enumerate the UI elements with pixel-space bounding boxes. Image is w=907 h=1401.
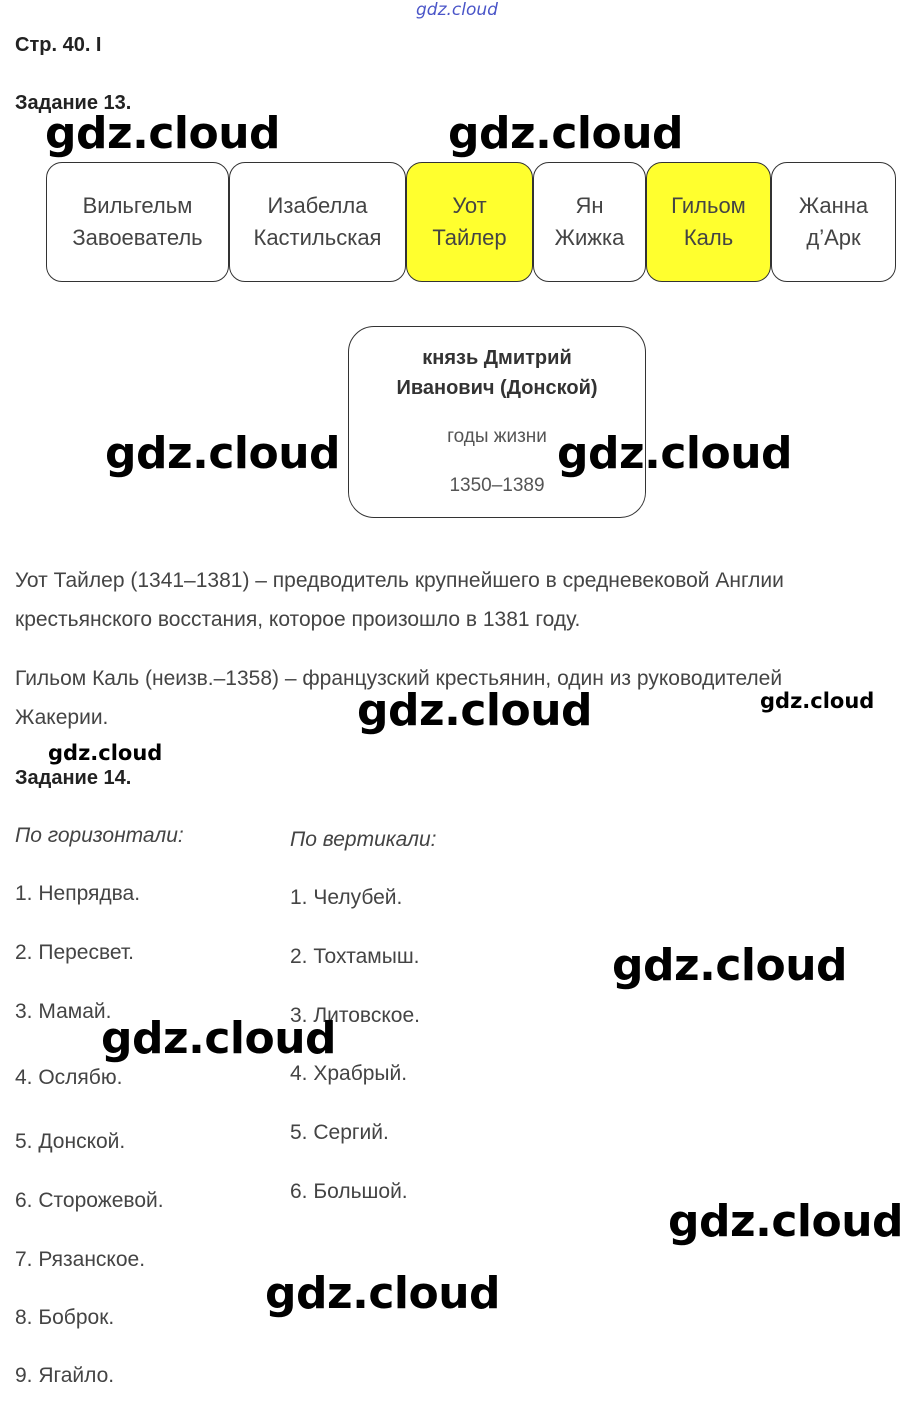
person-name-line2: Кастильская (253, 225, 382, 250)
watermark: gdz.cloud (760, 689, 875, 713)
person-name-line1: Гильом (671, 193, 746, 218)
person-name-line1: Уот (452, 193, 487, 218)
person-name-line2: Завоеватель (72, 225, 203, 250)
vertical-answer: 6. Большой. (290, 1180, 408, 1203)
watermark: gdz.cloud (48, 741, 163, 765)
task13-title: Задание 13. (15, 92, 132, 114)
horizontal-heading: По горизонтали: (15, 824, 184, 847)
horizontal-answer: 5. Донской. (15, 1130, 126, 1153)
vertical-answer: 1. Челубей. (290, 886, 403, 909)
watermark-top: gdz.cloud (416, 0, 498, 20)
watermark: gdz.cloud (101, 1013, 337, 1064)
horizontal-answer: 7. Рязанское. (15, 1248, 146, 1271)
horizontal-answer: 3. Мамай. (15, 1000, 112, 1023)
person-name-line2: д’Арк (806, 225, 861, 250)
person-name-line1: Ян (575, 193, 604, 218)
horizontal-answer: 4. Ослябю. (15, 1066, 123, 1089)
person-name-line1: Вильгельм (82, 193, 193, 218)
central-name-line1: князь Дмитрий (422, 347, 572, 369)
person-box-guillaume-cale (646, 162, 771, 282)
vertical-answer: 3. Литовское. (290, 1004, 420, 1027)
horizontal-answer: 9. Ягайло. (15, 1364, 115, 1387)
page-reference: Стр. 40. I (15, 34, 102, 56)
person-box-joan-of-arc (771, 162, 896, 282)
person-box-jan-zizka (533, 162, 646, 282)
person-name-line1: Жанна (798, 193, 869, 218)
life-years-value: 1350–1389 (449, 475, 545, 496)
person-box-isabella (229, 162, 406, 282)
watermark: gdz.cloud (265, 1268, 501, 1319)
central-person-box (348, 326, 646, 518)
person-name-line1: Изабелла (267, 193, 368, 218)
person-box-wilhelm (46, 162, 229, 282)
watermark: gdz.cloud (557, 428, 793, 479)
horizontal-answer: 8. Боброк. (15, 1306, 115, 1329)
vertical-answer: 4. Храбрый. (290, 1062, 408, 1085)
vertical-answer: 2. Тохтамыш. (290, 945, 420, 968)
task14-title: Задание 14. (15, 767, 132, 789)
horizontal-answer: 2. Пересвет. (15, 941, 135, 964)
person-name-line2: Жижка (554, 225, 625, 250)
central-name-line2: Иванович (Донской) (396, 377, 598, 399)
paragraph-tyler-line2: крестьянского восстания, которое произошло в 1381 году. (15, 608, 581, 631)
vertical-answer: 5. Сергий. (290, 1121, 389, 1144)
watermark: gdz.cloud (357, 685, 593, 736)
person-name-line2: Каль (683, 225, 734, 250)
watermark: gdz.cloud (105, 428, 341, 479)
person-box-wat-tyler (406, 162, 533, 282)
watermark: gdz.cloud (612, 940, 848, 991)
paragraph-cale-line1: Гильом Каль (неизв.–1358) – французский крестьянин, один из руководителей (15, 667, 783, 690)
person-name-line2: Тайлер (432, 225, 507, 250)
paragraph-tyler-line1: Уот Тайлер (1341–1381) – предводитель крупнейшего в средневековой Англии (15, 569, 784, 592)
watermark: gdz.cloud (45, 108, 281, 159)
watermark: gdz.cloud (668, 1196, 904, 1247)
watermark: gdz.cloud (448, 108, 684, 159)
paragraph-cale-line2: Жакерии. (15, 706, 109, 729)
horizontal-answer: 6. Сторожевой. (15, 1189, 164, 1212)
horizontal-answer: 1. Непрядва. (15, 882, 141, 905)
vertical-heading: По вертикали: (290, 828, 437, 851)
life-years-label: годы жизни (447, 426, 547, 447)
